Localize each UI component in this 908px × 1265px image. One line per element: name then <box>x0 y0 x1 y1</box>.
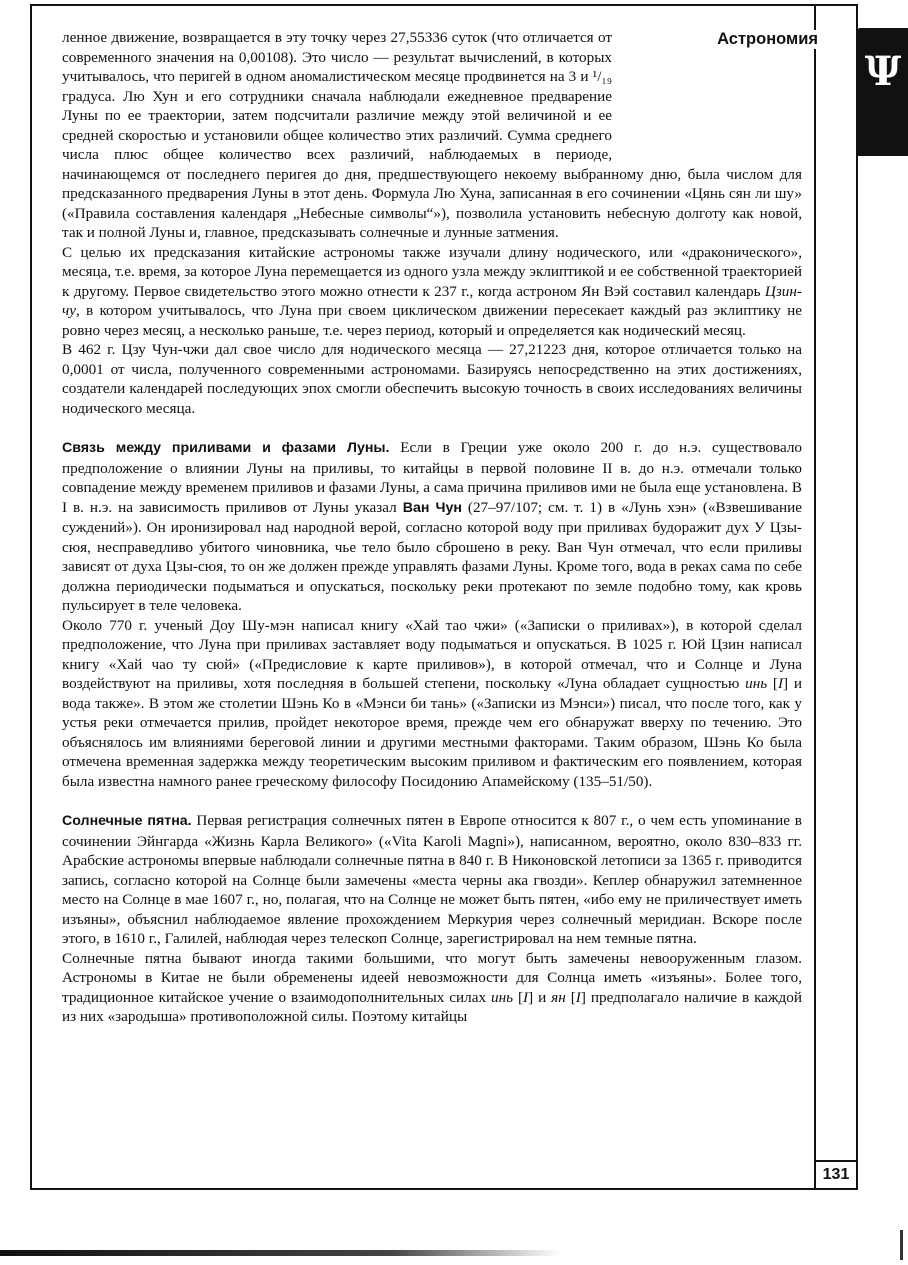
name-wang-chong: Ван Чун <box>402 499 462 516</box>
paragraph: Около 770 г. ученый Доу Шу-мэн написал книгу «Хай тао чжи» («Записки о приливах»), в которой сделал предположение, что Луна при приливах заставляет воду подыматься и опускаться. В 1025 г. Юй Цзин написал книгу «Хай чао ту сюй» («Предисловие к карте приливов»), в которой отмечал, что и Солнце и Луна воздействуют на приливы, хотя последняя в большей степени, поскольку «Луна обладает сущностью инь [I] и вода также». В этом же столетии Шэнь Ко в «Мэнси би тань» («Записки из Мэнси») писал, что после того, как у устья реки отмечается прилив, пройдет некоторое время, прежде чем его обнаружат вверху по течению. Это объяснялось им влияниями береговой линии и другими местными факторами. Таким образом, Шэнь Ко была отмечена временная задержка между теоретическим высоким приливом и фактическим его появлением, которая была известна намного ранее греческому философу Посидонию Апамейскому (135–51/50). <box>62 616 803 790</box>
scan-artifact <box>900 1230 903 1260</box>
running-header: Астрономия <box>670 30 818 49</box>
paragraph: Солнечные пятна бывают иногда такими большими, что могут быть замечены невооруженным глазом. Астрономы в Китае не были обременены идеей невозможности для Солнца иметь «изъяны». Более того, традиционное китайское учение о взаимодополнительных силах инь [I] и ян [I] предполагало наличие в каждой из них «зародыша» противоположной силы. Поэтому китайцы <box>62 949 802 1025</box>
paragraph: В 462 г. Цзу Чун-чжи дал свое число для нодического месяца — 27,21223 дня, которое отличается только на 0,0001 от числа, полученного современными астрономами. Базируясь непосредственно на этих достижениях, создатели календарей последующих эпох смогли обеспечить высокую точность в своих исследованиях величины нодического месяца. <box>62 341 802 417</box>
paragraph: С целью их предсказания китайские астрономы также изучали длину нодического, или «драконического», месяца, т.е. время, за которое Луна перемещается из одного узла между эклиптикой и ее собственной траекторией к другому. Первое свидетельство этого можно отнести к 237 г., когда астроном Ян Вэй составил календарь Цзин-чу, в котором учитывалось, что Луна при своем циклическом движении пересекает каждый раз эклиптику не ровно через месяц, а несколько раньше, т.е. через период, который и определяется как нодический месяц. <box>62 243 802 339</box>
section-sunspots: Солнечные пятна. Первая регистрация солнечных пятен в Европе относится к 807 г., о чем есть упоминание в сочинении Эйнгарда «Жизнь Карла Великого» («Vita Karoli Magni»), написанном, вероятно, около 830–833 гг. Арабские астрономы впервые наблюдали солнечные пятна в 840 г. В Никоновской летописи за 1365 г. приводится запись, согласно которой на Солнце были замечены «места черны ака гвозди». Кеплер обнаружил затемненное место на Солнце в мае 1607 г., но, полагая, что на Солнце не может быть пятен, «ибо ему не приличествует иметь изъяны», объяснил наблюдаемое явление прохождением Меркурия через солнечный меридиан. Вскоре после этого, в 1610 г., Галилей, наблюдая через телескоп Солнце, зарегистрировал на нем темные пятна. <box>62 812 802 947</box>
section-tab <box>858 28 908 156</box>
section-heading: Солнечные пятна. <box>62 813 192 829</box>
scan-artifact <box>0 1250 560 1256</box>
page-body <box>62 28 802 1027</box>
section-emblem-icon: Ψ <box>864 48 902 95</box>
right-margin-rule <box>814 4 816 1160</box>
section-heading: Связь между приливами и фазами Луны. <box>62 440 390 456</box>
paragraph: ленное движение, возвращается в эту точку через 27,55336 суток (что отличается от современного значения на 0,00108). Это число — результат вычислений, в которых учитывалось, что перигей в одном аномалистическом месяце продвинется на 3 и ¹/₁₉ градуса. Лю Хун и его сотрудники сначала наблюдали ежедневное предварение Луны по ее траектории, затем подсчитали различие между этой величиной и ее средней скоростью и установили общее количество этих различий. Сумма среднего числа плюс общее количество всех различий, наблюдаемых в периоде, начинающемся от последнего перигея до дня, предшествующего некоему выбранному дню, была числом для предсказанного предварения Луны в этот день. Формула Лю Хуна, записанная в его сочинении «Цянь сян ли шу» («Правила составления календаря „Небесные символы“»), позволила установить небесную долготу как новой, так и полной Луны и, главное, предсказывать солнечные и лунные затмения. <box>62 29 802 241</box>
page-number: 131 <box>814 1160 858 1190</box>
section-tides: Связь между приливами и фазами Луны. Если в Греции уже около 200 г. до н.э. существовало предположение о влиянии Луны на приливы, то китайцы в первой половине II в. до н.э. отмечали только совпадение между временем приливов и фазами Луны, а сама причина приливов ими не была еще установлена. В I в. н.э. на зависимость приливов от Луны указал Ван Чун (27–97/107; см. т. 1) в «Лунь хэн» («Взвешивание суждений»). Он иронизировал над народной верой, согласно которой воду при приливах будоражит дух У Цзы-сюя, несправедливо убитого чиновника, чье тело было сброшено в реку. Ван Чун отмечал, что если приливы зависят от духа Цзы-сюя, то он же должен прежде управлять фазами Луны. Кроме того, вода в реках сама по себе должна периодически подыматься и опускаться, поскольку реки протекают по земле подобно тому, как кровь пульсирует в теле человека. <box>62 439 802 614</box>
